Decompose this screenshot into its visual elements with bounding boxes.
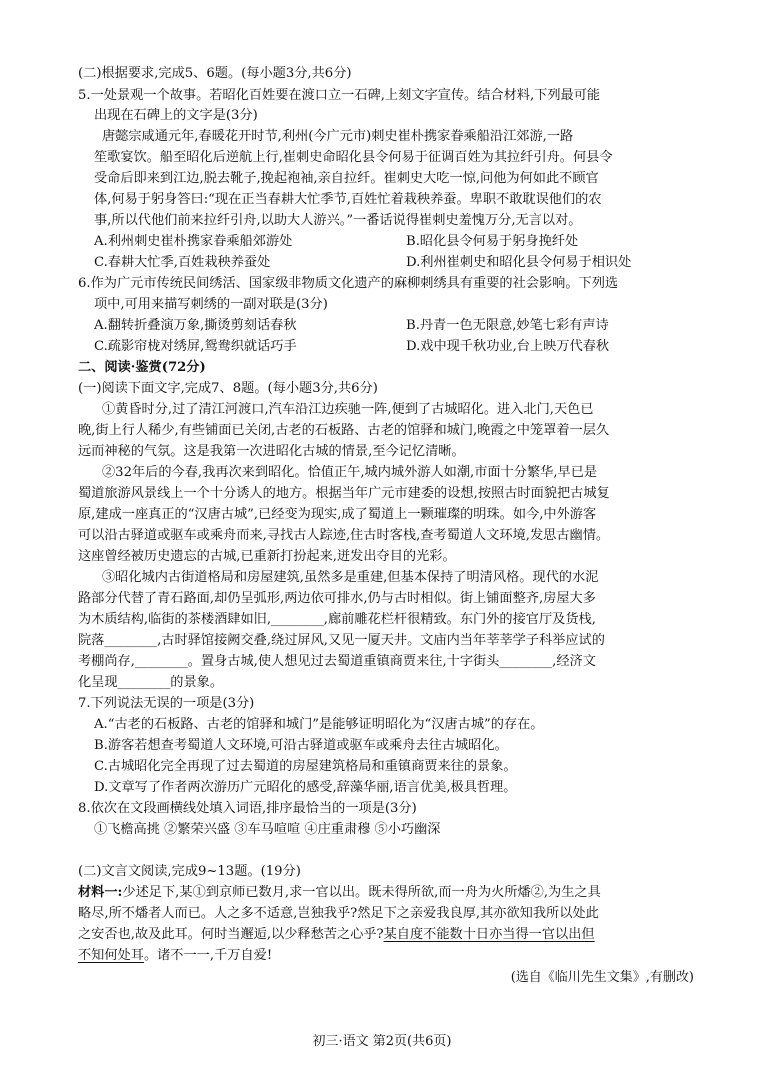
material-text: 少述足下,某①到京师已数月,求一官以出。既未得所欲,而一舟为火所燔②,为生之具 — [122, 885, 601, 900]
q7-option-b[interactable]: B.游客若想查考蜀道人文环境,可沿古驿道或驱车或乘舟去往古城昭化。 — [94, 738, 508, 753]
sub1-heading: (一)阅读下面文字,完成7、8题。(每小题3分,共6分) — [78, 381, 378, 396]
q6-option-c[interactable]: C.疏影帘栊对绣屏,鸳鸯织就话巧手 — [94, 339, 297, 354]
q6-option-d[interactable]: D.戏中现千秋功业,台上映万代春秋 — [406, 339, 610, 354]
q6-options-row1 — [94, 316, 698, 336]
page-footer: 初三·语文 第2页(共6页) — [312, 1034, 452, 1049]
material-label: 材料一: — [78, 885, 123, 900]
passage-line: 考棚尚存,________。置身古城,使人想见过去蜀道重镇商贾来往,十字街头________,经济文 — [78, 654, 596, 669]
sub2-heading: (二)文言文阅读,完成9~13题。(19分) — [78, 864, 301, 879]
material-text: 。诸不一一,千万自爱! — [143, 948, 273, 963]
q5-text-line: 唐懿宗咸通元年,春暖花开时节,利州(今广元市)刺史崔朴携家眷乘船沿江郊游,一路 — [102, 129, 574, 144]
q5-option-a[interactable]: A.利州刺史崔朴携家眷乘船郊游处 — [94, 234, 293, 249]
material-text: 之安否也,故及此耳。何时当邂逅,以少释愁苦之心乎? — [78, 927, 384, 942]
q8-stem: 8.依次在文段画横线处填入词语,排序最恰当的一项是(3分) — [78, 801, 417, 816]
passage-line: 晚,街上行人稀少,有些铺面已关闭,古老的石板路、古老的馆驿和城门,晚霞之中笼罩着一层久 — [78, 423, 610, 438]
passage-line: 为木质结构,临街的茶楼酒肆如旧,________,廊前雕花栏杆很精致。东门外的接官厅及货栈, — [78, 612, 596, 627]
passage-line: ①黄昏时分,过了清江河渡口,汽车沿江边疾驰一阵,便到了古城昭化。进入北门,天色已 — [102, 402, 594, 417]
material-line3 — [78, 925, 698, 945]
passage-line: 路部分代替了青石路面,却仍呈弧形,两边依可排水,仍与古时相似。街上铺面整齐,房屋大多 — [78, 591, 596, 606]
q5-options-row1 — [94, 232, 698, 252]
passage-line: 院落________,古时驿馆接阙交叠,绕过屏风,又见一厦天井。文庙内当年莘莘学子科举应试的 — [78, 633, 605, 648]
underlined-sentence: 不知何处耳 — [78, 948, 144, 963]
q8-word-list: ①飞檐高挑 ②繁荣兴盛 ③车马喧喧 ④庄重肃穆 ⑤小巧幽深 — [94, 822, 441, 837]
q5-text-line: 体,何易于躬身答曰:“现在正当春耕大忙季节,百姓忙着栽秧养蚕。卑职不敢耽误他们的农 — [94, 192, 602, 207]
q7-option-d[interactable]: D.文章写了作者两次游历广元昭化的感受,辞藻华丽,语言优美,极具哲理。 — [94, 780, 517, 795]
material-line4 — [78, 946, 698, 966]
q5-text-line: 笙歌宴饮。船至昭化后逆航上行,崔刺史命昭化县令何易于征调百姓为其拉纤引舟。何县令 — [94, 150, 613, 165]
q6-option-b[interactable]: B.丹青一色无限意,妙笔七彩有声诗 — [406, 318, 609, 333]
passage-line: 化呈现________的景象。 — [78, 675, 224, 690]
q7-stem: 7.下列说法无误的一项是(3分) — [78, 696, 255, 711]
passage-line: 这座曾经被历史遗忘的古城,已重新打扮起来,迸发出夺目的光彩。 — [78, 549, 456, 564]
q6-stem-line1: 6.作为广元市传统民间绣活、国家级非物质文化遗产的麻柳刺绣具有重要的社会影响。下列选 — [78, 276, 619, 291]
q5-option-d[interactable]: D.利州崔刺史和昭化县令何易于相识处 — [406, 255, 632, 270]
material-source: (选自《临川先生文集》,有删改) — [510, 970, 694, 985]
q5-stem-line2: 出现在石碑上的文字是(3分) — [94, 108, 258, 123]
part2-heading: 二、阅读·鉴赏(72分) — [78, 360, 206, 375]
section-header-a: (二)根据要求,完成5、6题。(每小题3分,共6分) — [78, 66, 352, 81]
q5-option-b[interactable]: B.昭化县令何易于躬身挽纤处 — [406, 234, 579, 249]
q5-text-line: 受命后即来到江边,脱去靴子,挽起袍袖,亲自拉纤。崔刺史大吃一惊,问他为何如此不顾官 — [94, 171, 599, 186]
passage-line: ②32年后的今春,我再次来到昭化。恰值正午,城内城外游人如潮,市面十分繁华,早已是 — [102, 465, 598, 480]
material-line2: 略尽,所不燔者人而已。人之多不适意,岂独我乎?然足下之亲爱我良厚,其亦欲知我所以处此 — [78, 906, 599, 921]
passage-line: 原,建成一座真正的“汉唐古城”,已经变为现实,成了蜀道上一颗璀璨的明珠。如今,中外游客 — [78, 507, 597, 522]
q6-option-a[interactable]: A.翻转折叠演万象,撕烫剪刻话春秋 — [94, 318, 297, 333]
q5-text-line: 事,所以代他们前来拉纤引舟,以助大人游兴。”一番话说得崔刺史羞愧万分,无言以对。 — [94, 213, 582, 228]
q5-option-c[interactable]: C.春耕大忙季,百姓栽秧养蚕处 — [94, 255, 271, 270]
passage-line: 蜀道旅游风景线上一个十分诱人的地方。根据当年广元市建委的设想,按照古时面貌把古城复 — [78, 486, 610, 501]
q7-option-a[interactable]: A.“古老的石板路、古老的馆驿和城门”是能够证明昭化为“汉唐古城”的存在。 — [94, 717, 544, 732]
underlined-sentence: 某自度不能数十日亦当得一官以出但 — [383, 927, 595, 942]
passage-line: 可以沿古驿道或驱车或乘舟而来,寻找古人踪迹,住古时客栈,查考蜀道人文环境,发思古幽情。 — [78, 528, 610, 543]
material-line1 — [78, 883, 698, 903]
q5-options-row2 — [94, 253, 698, 273]
q5-stem-line1: 5.一处景观一个故事。若昭化百姓要在渡口立一石碑,上刻文字宣传。结合材料,下列最可能 — [78, 88, 601, 103]
q7-option-c[interactable]: C.古城昭化完全再现了过去蜀道的房屋建筑格局和重镇商贾来往的景象。 — [94, 759, 517, 774]
passage-line: 远而神秘的气氛。这是我第一次进昭化古城的情景,至今记忆清晰。 — [78, 444, 465, 459]
q6-stem-line2: 项中,可用来描写刺绣的一副对联是(3分) — [94, 297, 328, 312]
passage-line: ③昭化城内古街道格局和房屋建筑,虽然多是重建,但基本保持了明清风格。现代的水泥 — [102, 570, 599, 585]
q6-options-row2 — [94, 337, 698, 357]
